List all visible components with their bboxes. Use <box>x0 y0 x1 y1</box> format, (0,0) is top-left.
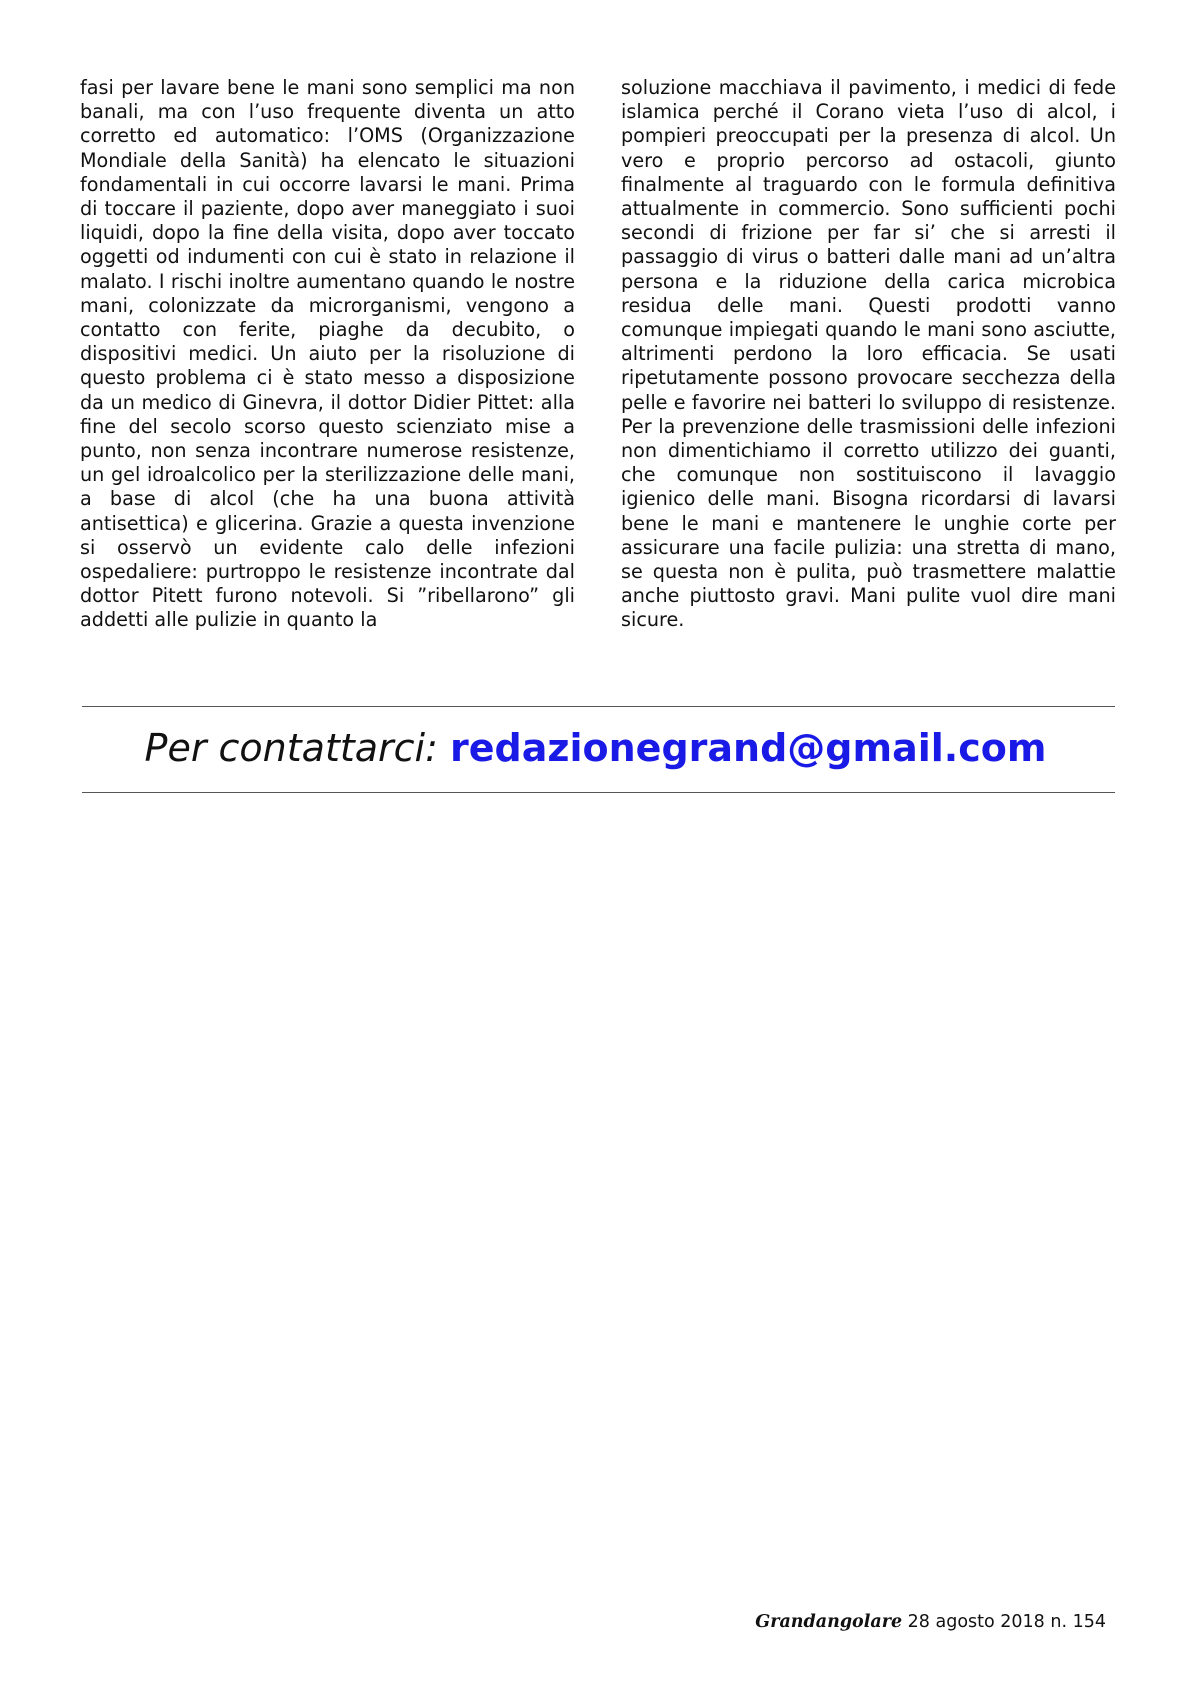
page-footer <box>755 1611 1106 1633</box>
footer-date-issue: 28 agosto 2018 n. 154 <box>907 1612 1106 1632</box>
article-right-column: soluzione macchiava il pavimento, i medici di fede islamica perché il Corano vieta l’uso di alcol, i pompieri preoccupati per la presenza di alcol. Un vero e proprio percorso ad ostacoli, giunto finalmente al traguardo con le formula definitiva attualmente in commercio. Sono sufficienti pochi secondi di frizione per far si’ che si arresti il passaggio di virus o batteri dalle mani ad un’altra persona e la riduzione della carica microbica residua delle mani. Questi prodotti vanno comunque impiegati quando le mani sono asciutte, altrimenti perdono la loro efficacia. Se usati ripetutamente possono provocare secchezza della pelle e favorire nei batteri lo sviluppo di resistenze. Per la prevenzione delle trasmissioni delle infezioni non dimentichiamo il corretto utilizzo dei guanti, che comunque non sostituiscono il lavaggio igienico delle mani. Bisogna ricordarsi di lavarsi bene le mani e mantenere le unghie corte per assicurare una facile pulizia: una stretta di mano, se questa non è pulita, può trasmettere malattie anche piuttosto gravi. Mani pulite vuol dire mani sicure. <box>621 76 1123 632</box>
divider-bottom <box>82 792 1115 793</box>
divider-top <box>82 706 1115 707</box>
footer-magazine-title: Grandangolare <box>755 1612 903 1632</box>
article-left-column: fasi per lavare bene le mani sono semplici ma non banali, ma con l’uso frequente diventa un atto corretto ed automatico: l’OMS (Organizzazione Mondiale della Sanità) ha elencato le situazioni fondamentali in cui occorre lavarsi le mani. Prima di toccare il paziente, dopo aver maneggiato i suoi liquidi, dopo la fine della visita, dopo aver toccato oggetti od indumenti con cui è stato in relazione il malato. I rischi inoltre aumentano quando le nostre mani, colonizzate da microrganismi, vengono a contatto con ferite, piaghe da decubito, o dispositivi medici. Un aiuto per la risoluzione di questo problema ci è stato messo a disposizione da un medico di Ginevra, il dottor Didier Pittet: alla fine del secolo scorso questo scienziato mise a punto, non senza incontrare numerose resistenze, un gel idroalcolico per la sterilizzazione delle mani, a base di alcol (che ha una buona attività antisettica) e glicerina. Grazie a questa invenzione si osservò un evidente calo delle infezioni ospedaliere: purtroppo le resistenze incontrate dal dottor Pitett furono notevoli. Si ”ribellarono” gli addetti alle pulizie in quanto la <box>80 76 582 632</box>
contact-email-link[interactable]: redazionegrand@gmail.com <box>450 726 1047 770</box>
contact-banner <box>0 722 1191 774</box>
contact-label: Per contattarci: <box>144 726 438 770</box>
